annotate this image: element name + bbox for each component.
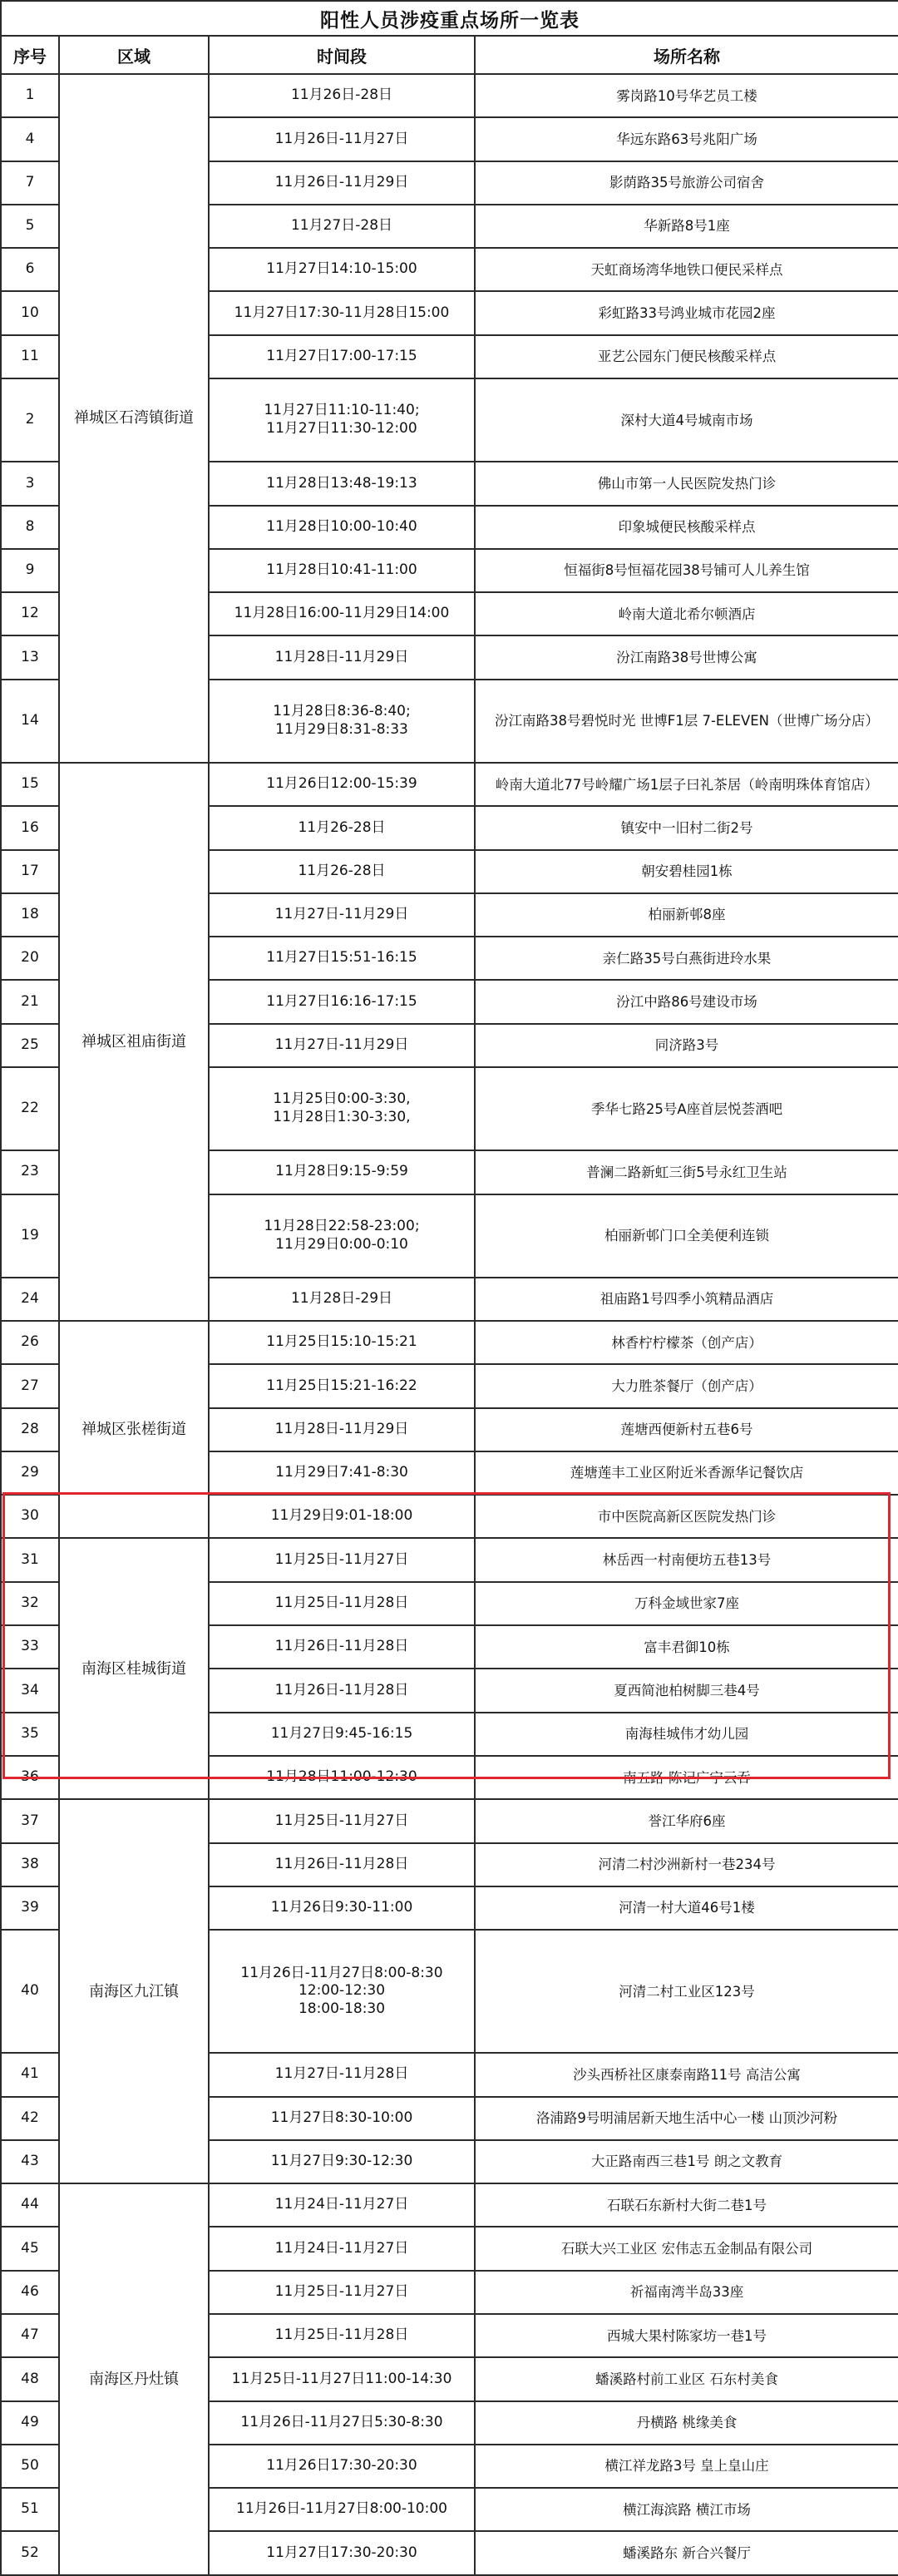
row-seq: 26 — [1, 1321, 59, 1364]
row-time: 11月26日9:30-11:00 — [209, 1886, 475, 1930]
row-seq: 21 — [1, 980, 59, 1023]
row-seq: 18 — [1, 893, 59, 937]
row-place: 蟠溪路村前工业区 石东村美食 — [475, 2357, 898, 2400]
row-seq: 51 — [1, 2488, 59, 2531]
table-body — [1, 74, 898, 2575]
row-place: 莲塘西便新村五巷6号 — [475, 1408, 898, 1451]
row-time: 11月25日0:00-3:30, 11月28日1:30-3:30, — [209, 1067, 475, 1150]
row-time: 11月28日-29日 — [209, 1278, 475, 1321]
row-seq: 45 — [1, 2227, 59, 2270]
row-seq: 52 — [1, 2531, 59, 2575]
region-cell: 禅城区张槎街道 — [59, 1321, 209, 1538]
row-seq: 34 — [1, 1669, 59, 1712]
region-cell: 南海区桂城街道 — [59, 1538, 209, 1799]
row-seq: 15 — [1, 763, 59, 806]
row-time: 11月25日15:21-16:22 — [209, 1364, 475, 1407]
row-place: 沙头西桥社区康泰南路11号 高洁公寓 — [475, 2053, 898, 2096]
header-time: 时间段 — [209, 36, 475, 74]
row-place: 雾岗路10号华艺员工楼 — [475, 74, 898, 117]
row-time: 11月26日-11月27日8:00-8:30 12:00-12:30 18:00-18:30 — [209, 1930, 475, 2053]
row-time: 11月28日-11月29日 — [209, 1408, 475, 1451]
row-time: 11月28日10:00-10:40 — [209, 506, 475, 549]
row-time: 11月27日11:10-11:40; 11月27日11:30-12:00 — [209, 378, 475, 462]
row-time: 11月26日-11月27日 — [209, 117, 475, 161]
row-place: 林香柠柠檬茶（创产店） — [475, 1321, 898, 1364]
row-place: 亚艺公园东门便民核酸采样点 — [475, 335, 898, 378]
row-seq: 27 — [1, 1364, 59, 1407]
row-time: 11月28日22:58-23:00; 11月29日0:00-0:10 — [209, 1194, 475, 1278]
row-seq: 29 — [1, 1451, 59, 1495]
row-time: 11月28日11:00-12:30 — [209, 1756, 475, 1799]
table-row — [1, 1321, 898, 1364]
row-time: 11月27日17:30-11月28日15:00 — [209, 291, 475, 334]
row-seq: 35 — [1, 1713, 59, 1756]
row-place: 横江祥龙路3号 皇上皇山庄 — [475, 2445, 898, 2488]
header-row — [1, 36, 898, 74]
row-place: 华新路8号1座 — [475, 205, 898, 248]
row-time: 11月25日-11月27日 — [209, 1799, 475, 1842]
row-time: 11月26日-11月28日 — [209, 1669, 475, 1712]
row-place: 市中医院高新区医院发热门诊 — [475, 1495, 898, 1538]
row-seq: 36 — [1, 1756, 59, 1799]
row-seq: 49 — [1, 2401, 59, 2445]
row-place: 誉江华府6座 — [475, 1799, 898, 1842]
row-seq: 42 — [1, 2097, 59, 2140]
row-seq: 50 — [1, 2445, 59, 2488]
row-seq: 32 — [1, 1582, 59, 1625]
region-cell: 禅城区石湾镇街道 — [59, 74, 209, 763]
row-place: 朝安碧桂园1栋 — [475, 850, 898, 893]
row-seq: 24 — [1, 1278, 59, 1321]
row-place: 深村大道4号城南市场 — [475, 378, 898, 462]
row-place: 亲仁路35号白燕街进玲水果 — [475, 937, 898, 980]
row-seq: 11 — [1, 335, 59, 378]
row-seq: 3 — [1, 462, 59, 505]
row-time: 11月27日8:30-10:00 — [209, 2097, 475, 2140]
region-cell: 禅城区祖庙街道 — [59, 763, 209, 1321]
row-place: 洛浦路9号明浦居新天地生活中心一楼 山顶沙河粉 — [475, 2097, 898, 2140]
row-seq: 20 — [1, 937, 59, 980]
row-place: 河清二村沙洲新村一巷234号 — [475, 1843, 898, 1886]
row-place: 镇安中一旧村二街2号 — [475, 806, 898, 849]
row-seq: 13 — [1, 635, 59, 679]
row-seq: 38 — [1, 1843, 59, 1886]
row-place: 华远东路63号兆阳广场 — [475, 117, 898, 161]
row-time: 11月28日8:36-8:40; 11月29日8:31-8:33 — [209, 680, 475, 763]
row-place: 莲塘莲丰工业区附近米香源华记餐饮店 — [475, 1451, 898, 1495]
row-time: 11月27日-28日 — [209, 205, 475, 248]
row-place: 林岳西一村南便坊五巷13号 — [475, 1538, 898, 1581]
row-place: 汾江南路38号碧悦时光 世博F1层 7-ELEVEN（世博广场分店） — [475, 680, 898, 763]
row-time: 11月27日9:45-16:15 — [209, 1713, 475, 1756]
row-time: 11月27日-11月28日 — [209, 2053, 475, 2096]
row-place: 印象城便民核酸采样点 — [475, 506, 898, 549]
row-seq: 48 — [1, 2357, 59, 2400]
row-place: 影荫路35号旅游公司宿舍 — [475, 161, 898, 205]
row-time: 11月29日7:41-8:30 — [209, 1451, 475, 1495]
row-time: 11月25日-11月27日11:00-14:30 — [209, 2357, 475, 2400]
row-time: 11月28日9:15-9:59 — [209, 1150, 475, 1194]
row-seq: 4 — [1, 117, 59, 161]
row-seq: 23 — [1, 1150, 59, 1194]
row-time: 11月26日12:00-15:39 — [209, 763, 475, 806]
row-seq: 9 — [1, 549, 59, 592]
row-time: 11月26日-11月27日8:00-10:00 — [209, 2488, 475, 2531]
row-place: 佛山市第一人民医院发热门诊 — [475, 462, 898, 505]
row-time: 11月25日-11月27日 — [209, 2271, 475, 2314]
row-seq: 40 — [1, 1930, 59, 2053]
row-place: 汾江中路86号建设市场 — [475, 980, 898, 1023]
row-seq: 37 — [1, 1799, 59, 1842]
row-place: 祈福南湾半岛33座 — [475, 2271, 898, 2314]
row-place: 天虹商场湾华地铁口便民采样点 — [475, 248, 898, 291]
row-place: 横江海滨路 横江市场 — [475, 2488, 898, 2531]
row-seq: 39 — [1, 1886, 59, 1930]
row-time: 11月28日13:48-19:13 — [209, 462, 475, 505]
row-seq: 44 — [1, 2183, 59, 2227]
page-title: 阳性人员涉疫重点场所一览表 — [1, 1, 898, 36]
row-time: 11月26日-11月28日 — [209, 1625, 475, 1669]
row-time: 11月26日-11月27日5:30-8:30 — [209, 2401, 475, 2445]
row-place: 大力胜茶餐厅（创产店） — [475, 1364, 898, 1407]
row-seq: 10 — [1, 291, 59, 334]
row-time: 11月27日14:10-15:00 — [209, 248, 475, 291]
row-seq: 46 — [1, 2271, 59, 2314]
row-seq: 30 — [1, 1495, 59, 1538]
row-time: 11月25日-11月27日 — [209, 1538, 475, 1581]
row-time: 11月25日-11月28日 — [209, 1582, 475, 1625]
row-place: 万科金域世家7座 — [475, 1582, 898, 1625]
row-time: 11月27日17:00-17:15 — [209, 335, 475, 378]
row-place: 河清二村工业区123号 — [475, 1930, 898, 2053]
row-place: 石联大兴工业区 宏伟志五金制品有限公司 — [475, 2227, 898, 2270]
row-place: 岭南大道北希尔顿酒店 — [475, 592, 898, 635]
row-seq: 19 — [1, 1194, 59, 1278]
row-time: 11月26-28日 — [209, 806, 475, 849]
row-seq: 14 — [1, 680, 59, 763]
row-seq: 12 — [1, 592, 59, 635]
row-seq: 7 — [1, 161, 59, 205]
title-row — [1, 1, 898, 36]
row-place: 蟠溪路东 新合兴餐厅 — [475, 2531, 898, 2575]
row-place: 夏西简池柏树脚三巷4号 — [475, 1669, 898, 1712]
row-place: 岭南大道北77号岭耀广场1层子曰礼茶居（岭南明珠体育馆店） — [475, 763, 898, 806]
row-time: 11月24日-11月27日 — [209, 2183, 475, 2227]
header-seq: 序号 — [1, 36, 59, 74]
row-seq: 33 — [1, 1625, 59, 1669]
row-place: 南五路 陈记广宁云吞 — [475, 1756, 898, 1799]
row-time: 11月27日17:30-20:30 — [209, 2531, 475, 2575]
table-row — [1, 1538, 898, 1581]
row-place: 普澜二路新虹三街5号永红卫生站 — [475, 1150, 898, 1194]
row-time: 11月27日9:30-12:30 — [209, 2140, 475, 2183]
row-place: 汾江南路38号世博公寓 — [475, 635, 898, 679]
row-seq: 6 — [1, 248, 59, 291]
row-seq: 2 — [1, 378, 59, 462]
row-time: 11月25日15:10-15:21 — [209, 1321, 475, 1364]
row-time: 11月28日10:41-11:00 — [209, 549, 475, 592]
table-row — [1, 763, 898, 806]
row-place: 祖庙路1号四季小筑精品酒店 — [475, 1278, 898, 1321]
row-seq: 43 — [1, 2140, 59, 2183]
row-seq: 47 — [1, 2314, 59, 2357]
row-seq: 5 — [1, 205, 59, 248]
row-place: 柏丽新邨门口全美便利连锁 — [475, 1194, 898, 1278]
row-time: 11月27日15:51-16:15 — [209, 937, 475, 980]
row-time: 11月27日-11月29日 — [209, 1024, 475, 1067]
row-time: 11月28日-11月29日 — [209, 635, 475, 679]
row-seq: 41 — [1, 2053, 59, 2096]
row-seq: 1 — [1, 74, 59, 117]
row-place: 石联石东新村大街二巷1号 — [475, 2183, 898, 2227]
row-place: 大正路南西三巷1号 朗之文教育 — [475, 2140, 898, 2183]
row-time: 11月25日-11月28日 — [209, 2314, 475, 2357]
row-place: 河清一村大道46号1楼 — [475, 1886, 898, 1930]
row-time: 11月26日-11月28日 — [209, 1843, 475, 1886]
row-time: 11月26日-11月29日 — [209, 161, 475, 205]
row-seq: 8 — [1, 506, 59, 549]
header-region: 区域 — [59, 36, 209, 74]
row-time: 11月26日-28日 — [209, 74, 475, 117]
region-cell: 南海区九江镇 — [59, 1799, 209, 2183]
row-place: 南海桂城伟才幼儿园 — [475, 1713, 898, 1756]
row-place: 同济路3号 — [475, 1024, 898, 1067]
row-seq: 22 — [1, 1067, 59, 1150]
row-seq: 25 — [1, 1024, 59, 1067]
row-seq: 16 — [1, 806, 59, 849]
table-row — [1, 2183, 898, 2227]
row-time: 11月26-28日 — [209, 850, 475, 893]
row-time: 11月27日16:16-17:15 — [209, 980, 475, 1023]
row-time: 11月27日-11月29日 — [209, 893, 475, 937]
row-place: 丹横路 桃缘美食 — [475, 2401, 898, 2445]
header-place: 场所名称 — [475, 36, 898, 74]
row-time: 11月24日-11月27日 — [209, 2227, 475, 2270]
row-time: 11月26日17:30-20:30 — [209, 2445, 475, 2488]
row-place: 彩虹路33号鸿业城市花园2座 — [475, 291, 898, 334]
region-cell: 南海区丹灶镇 — [59, 2183, 209, 2575]
row-seq: 17 — [1, 850, 59, 893]
row-place: 柏丽新邨8座 — [475, 893, 898, 937]
row-seq: 28 — [1, 1408, 59, 1451]
row-time: 11月28日16:00-11月29日14:00 — [209, 592, 475, 635]
row-place: 恒福街8号恒福花园38号铺可人儿养生馆 — [475, 549, 898, 592]
row-place: 西城大果村陈家坊一巷1号 — [475, 2314, 898, 2357]
row-place: 季华七路25号A座首层悦荟酒吧 — [475, 1067, 898, 1150]
table-row — [1, 1799, 898, 1842]
row-time: 11月29日9:01-18:00 — [209, 1495, 475, 1538]
row-place: 富丰君御10栋 — [475, 1625, 898, 1669]
row-seq: 31 — [1, 1538, 59, 1581]
table-row — [1, 74, 898, 117]
